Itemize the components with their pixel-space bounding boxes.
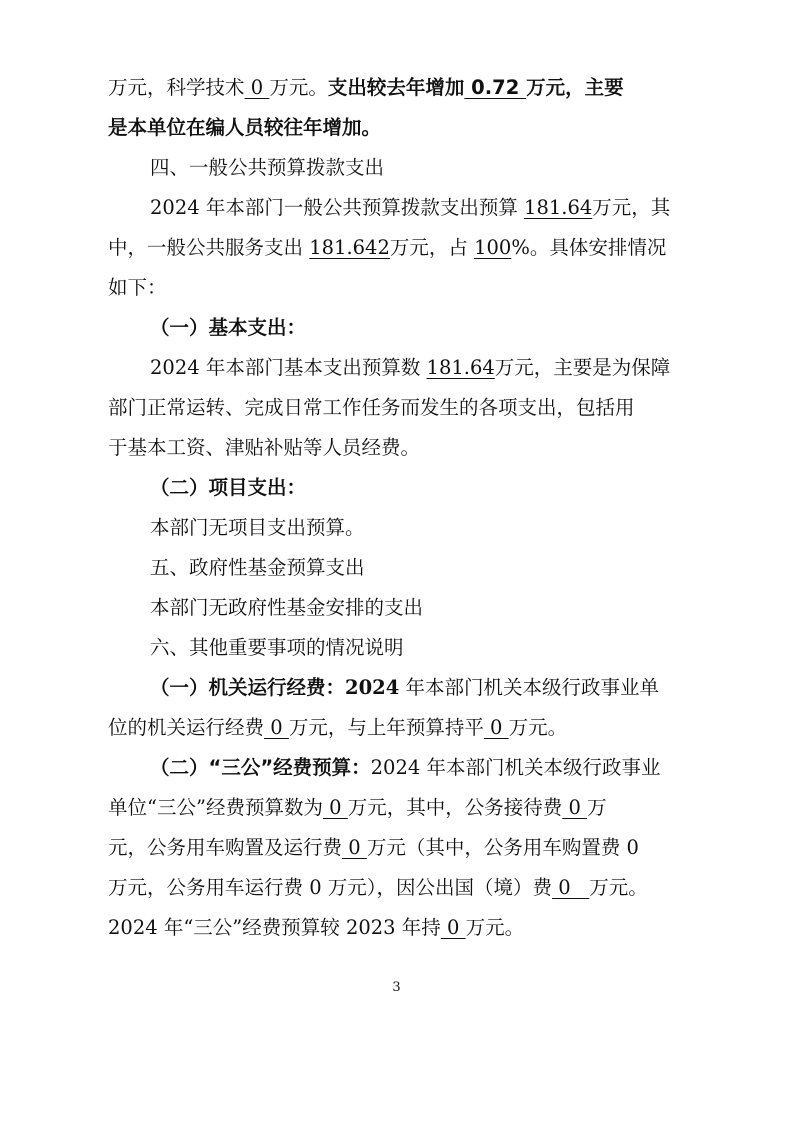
paragraph-line: 是本单位在编人员较往年增加。 [108,116,382,139]
text: 2024 年本部门机关本级行政事业 [370,756,661,779]
subsection-heading: （一）基本支出： [150,316,307,339]
text: 2024 年“三公”经费预算较 2023 年持 [108,916,441,939]
underlined-value: 0 [342,836,367,859]
paragraph-line [108,916,693,940]
text: 年本部门机关本级行政事业单 [405,676,660,699]
underlined-value: 0 [244,76,270,99]
text: 单位“三公”经费预算数为 [108,796,323,819]
page-number: 3 [392,980,401,995]
paragraph-line: 本部门无政府性基金安排的支出 [150,596,424,619]
subsection-heading: （二）项目支出： [150,476,307,499]
paragraph-line: 本部门无项目支出预算。 [150,516,365,539]
paragraph-line: 部门正常运转、完成日常工作任务而发生的各项支出，包括用 [108,396,635,419]
text: 万元，与上年预算持平 [288,716,484,739]
underlined-value: 0 [264,716,289,739]
text: 2024 年本部门一般公共预算拨款支出预算 [150,196,518,219]
paragraph-line [150,756,693,780]
paragraph-line [108,796,693,820]
text: 万元。 [589,876,648,899]
section-heading: 六、其他重要事项的情况说明 [150,636,404,659]
bold-label: （一）机关运行经费： [150,676,346,699]
paragraph-line [108,236,693,260]
underlined-value: 181.642 [309,236,390,259]
text: 位的机关运行经费 [108,716,265,739]
paragraph-line [150,196,693,220]
underlined-value: 181.64 [426,356,495,379]
bold-text: 万元，主要 [526,76,624,99]
paragraph-line: 如下： [108,276,167,299]
underlined-value: 0.72 [464,76,527,99]
bold-label: （二）“三公”经费预算： [150,756,371,779]
paragraph-line [108,716,693,740]
underlined-value: 0 [562,796,588,819]
text: 万元。 [508,716,568,739]
text: 万元（其中，公务用车购置费 0 [366,836,639,859]
section-heading: 四、一般公共预算拨款支出 [150,156,385,179]
bold-year: 2024 [345,676,400,699]
text: 万元。 [269,76,328,99]
text: 万元。 [465,916,525,939]
underlined-value: 181.64 [524,196,593,219]
text: 万元，科学技术 [108,76,245,99]
paragraph-line: 于基本工资、津贴补贴等人员经费。 [108,436,421,459]
text: 万 [587,796,607,819]
section-heading: 五、政府性基金预算支出 [150,556,365,579]
text: 2024 年本部门基本支出预算数 [150,356,421,379]
underlined-value: 0 [440,916,466,939]
underlined-value: 100 [474,236,512,259]
text: 中，一般公共服务支出 [108,236,304,259]
underlined-value: 0 [322,796,348,819]
paragraph-line [108,76,693,100]
text: 万元，其中，公务接待费 [347,796,563,819]
underlined-value: 0 [552,876,590,899]
text: 元，公务用车购置及运行费 [108,836,343,859]
paragraph-line [150,676,693,700]
text: 万元，其 [592,196,671,219]
paragraph-line [108,836,693,860]
text: 万元，占 [389,236,468,259]
bold-text: 支出较去年增加 [327,76,465,99]
paragraph-line [150,356,693,380]
text: 万元，主要是为保障 [494,356,671,379]
underlined-value: 0 [483,716,509,739]
paragraph-line [108,876,693,900]
text: 万元，公务用车运行费 0 万元），因公出国（境）费 [108,876,553,899]
text: %。具体安排情况 [511,236,667,259]
